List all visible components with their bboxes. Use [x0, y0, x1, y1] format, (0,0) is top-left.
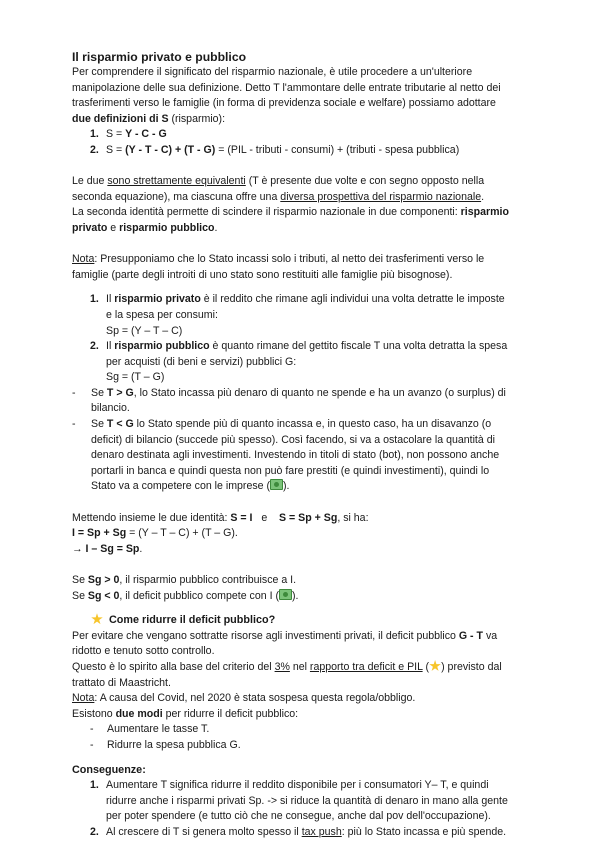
bold-text: T > G: [106, 386, 134, 399]
formula: Sg = (T – G): [106, 371, 165, 384]
combine-line: [72, 542, 532, 558]
item-number: 2.: [90, 143, 99, 156]
bold-text: Y - C - G: [125, 128, 167, 141]
underlined-text: tax push: [301, 825, 342, 838]
text: Al crescere di T si genera molto spesso il: [106, 825, 302, 838]
deficit-line: [72, 644, 532, 660]
bold-text: S = I: [230, 511, 253, 524]
bold-text: → I – Sg = Sp: [72, 542, 140, 555]
text: bilancio.: [91, 402, 130, 415]
intro-line: [72, 112, 532, 128]
text: Aumentare le tasse T.: [107, 723, 210, 736]
deficit-line: [72, 707, 532, 723]
text: deficit) di bilancio (succede più spesso). Così facendo, si va a ostacolare la quantità di: [91, 433, 495, 446]
item-number: 2.: [90, 340, 99, 353]
text: La seconda identità permette di scindere il risparmio nazionale in due componenti:: [72, 206, 461, 219]
text: e: [252, 511, 280, 524]
text: (risparmio):: [168, 112, 226, 125]
text: (: [422, 660, 430, 673]
combine-line: [72, 511, 532, 527]
text: Se: [91, 418, 107, 431]
item-number: 1.: [90, 779, 99, 792]
text: Il: [106, 340, 115, 353]
component-item: [72, 339, 532, 386]
item-number: 2.: [90, 825, 99, 838]
text: , si ha:: [337, 511, 369, 524]
bold-text: I = Sp + Sg: [72, 527, 127, 540]
way-item: [72, 722, 532, 738]
text: portarli in banca e quindi questa non può fare prestiti (e quindi investimenti), quindi lo: [91, 464, 490, 477]
nota-line: [72, 252, 532, 268]
text: è il reddito che rimane agli individui una volta detratte le imposte: [200, 293, 505, 306]
bold-text: Sg < 0: [87, 589, 120, 602]
text: per poter spendere (e tutto ciò che ne consegue, anche dal pov dell'occupazione).: [106, 810, 491, 823]
consequence-item: [72, 778, 532, 825]
text: Stato va a competere con le imprese (: [91, 480, 271, 493]
text: .: [481, 190, 485, 203]
text: , lo Stato incassa più denaro di quanto ne spende e ha un avanzo (o surplus) di: [133, 386, 506, 399]
text: .: [139, 542, 143, 555]
section-heading: Conseguenze:: [72, 763, 146, 776]
deficit-line: [72, 660, 532, 676]
text: ridurre anche i risparmi privati Sp. -> si riduce la quantità di denaro in mano alla gente: [106, 794, 508, 807]
text: : Presupponiamo che lo Stato incassi solo i tributi, al netto dei trasferimenti verso le: [94, 253, 485, 266]
text: Aumentare T significa ridurre il reddito disponibile per i consumatori Y– T, e quindi: [106, 779, 489, 792]
sg-line: [72, 589, 532, 605]
deficit-line: [72, 676, 532, 692]
text: e: [107, 221, 120, 234]
text: Se: [72, 589, 88, 602]
bold-text: risparmio pubblico: [114, 340, 210, 353]
component-item: [72, 292, 532, 339]
bullet-dash: -: [72, 386, 76, 399]
text: lo Stato spende più di quanto incassa e, in questo caso, ha un disavanzo (o: [133, 418, 492, 431]
deficit-line: [72, 629, 532, 645]
text: famiglie (parte degli introiti di uno stato sono restituiti alle famiglie più bisognose).: [72, 268, 453, 281]
intro-line: [72, 81, 532, 97]
bullet-dash: -: [72, 418, 76, 431]
bold-text: due definizioni di S: [72, 112, 169, 125]
bold-text: risparmio: [460, 206, 509, 219]
text: S =: [106, 143, 126, 156]
text: (T è presente due volte e con segno opposto nella: [245, 175, 485, 188]
bold-text: (Y - T - C) + (T - G): [125, 143, 216, 156]
nota-line: [72, 691, 532, 707]
text: è quanto rimane del gettito fiscale T una volta detratta la spesa: [209, 340, 508, 353]
equiv-line: [72, 174, 532, 190]
text: = (Y – T – C) + (T – G).: [126, 527, 238, 540]
bold-text: S = Sp + Sg: [279, 511, 338, 524]
bullet-dash: -: [90, 723, 94, 736]
text: e la spesa per consumi:: [106, 308, 218, 321]
text: ).: [283, 480, 290, 493]
consequence-item: [72, 825, 532, 841]
intro-line: [72, 96, 532, 112]
intro-line: [72, 65, 532, 81]
combine-line: [72, 526, 532, 542]
text: Esistono: [72, 707, 116, 720]
text: nel: [289, 660, 310, 673]
underlined-text: diversa prospettiva del risparmio nazionale: [280, 190, 482, 203]
bullet-dash: -: [90, 738, 94, 751]
money-icon: [270, 479, 283, 490]
way-item: [72, 738, 532, 754]
underlined-text: sono strettamente equivalenti: [107, 175, 246, 188]
text: trasferimenti verso le famiglie (in forma di previdenza sociale e welfare) possiamo adottare: [72, 97, 496, 110]
text: , il deficit pubblico compete con I (: [119, 589, 279, 602]
text: = (PIL - tributi - consumi) + (tributi - spesa pubblica): [215, 143, 460, 156]
heading-text: Come ridurre il deficit pubblico?: [109, 614, 276, 627]
bold-text: privato: [72, 221, 108, 234]
section-heading: [72, 613, 532, 629]
text: Se: [72, 574, 88, 586]
text: : A causa del Covid, nel 2020 è stata sospesa questa regola/obbligo.: [94, 692, 416, 705]
item-number: 1.: [90, 293, 99, 306]
definition-item: [72, 127, 532, 143]
text: seconda equazione), ma ciascuna offre una: [72, 190, 281, 203]
text: Questo è lo spirito alla base del criterio del: [72, 660, 275, 673]
text: .: [214, 221, 218, 234]
text: trattato di Maastricht.: [72, 676, 171, 689]
formula: Sp = (Y – T – C): [106, 324, 183, 337]
nota-line: [72, 268, 532, 284]
money-icon: [279, 589, 292, 600]
text: per acquisti (di beni e servizi) pubblici G:: [106, 355, 297, 368]
text: ridotto e tenuto sotto controllo.: [72, 645, 215, 658]
bold-text: T < G: [106, 418, 134, 431]
case-item: [72, 417, 532, 495]
text: , il risparmio pubblico contribuisce a I.: [119, 574, 297, 586]
bold-text: G - T: [458, 629, 483, 642]
underlined-text: 3%: [274, 660, 290, 673]
text: ).: [292, 589, 299, 602]
text: Il: [106, 293, 115, 306]
bold-text: Sg > 0: [87, 574, 120, 586]
text: ) previsto dal: [441, 660, 502, 673]
text: per ridurre il deficit pubblico:: [162, 707, 299, 720]
nota-label: Nota: [72, 692, 95, 705]
star-icon: [429, 660, 441, 672]
text: denaro destinata agli investimenti. Investendo in titoli di stato (bot), non possono anche: [91, 449, 500, 462]
sg-line: [72, 573, 532, 589]
bold-text: risparmio pubblico: [119, 221, 215, 234]
text: S =: [106, 128, 126, 141]
text: manipolazione delle sua definizione. Detto T l'ammontare delle entrate tributarie al netto dei: [72, 81, 501, 94]
text: Se: [91, 386, 107, 399]
text: Per comprendere il significato del risparmio nazionale, è utile procedere a un'ulteriore: [72, 66, 473, 78]
equiv-line: [72, 190, 532, 206]
nota-label: Nota: [72, 253, 95, 266]
text: Le due: [72, 175, 108, 188]
bold-text: due modi: [115, 707, 163, 720]
text: : più lo Stato incassa e più spende.: [341, 825, 507, 838]
text: Mettendo insieme le due identità:: [72, 511, 231, 524]
underlined-text: rapporto tra deficit e PIL: [309, 660, 423, 673]
document-content: [72, 49, 532, 841]
definition-item: [72, 143, 532, 159]
text: Ridurre la spesa pubblica G.: [107, 738, 241, 751]
item-number: 1.: [90, 128, 99, 141]
star-icon: [91, 613, 103, 625]
case-item: [72, 386, 532, 417]
bold-text: risparmio privato: [114, 293, 201, 306]
text: va: [483, 629, 498, 642]
equiv-line: [72, 205, 532, 221]
equiv-line: [72, 221, 532, 237]
page-title: Il risparmio privato e pubblico: [72, 50, 247, 64]
text: Per evitare che vengano sottratte risorse agli investimenti privati, il deficit pubblico: [72, 629, 459, 642]
